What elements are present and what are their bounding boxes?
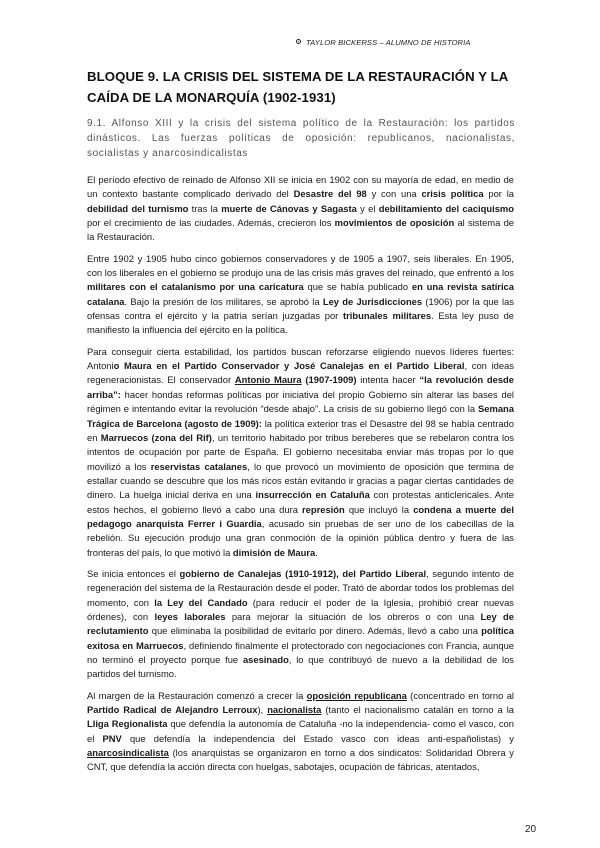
paragraph-1: El período efectivo de reinado de Alfonso XII se inicia en 1902 con su mayoría de edad, en medio de un contexto bastante complicado derivado del Desastre del 98 y con una crisis política por la debilidad del turnismo tras la muerte de Cánovas y Sagasta y el debilitamiento del caciquismo por el crecimiento de las ciudades. Además, crecieron los movimientos de oposición al sistema de la Restauración. bbox=[87, 174, 515, 243]
header-author: TAYLOR BICKERSS – ALUMNO DE HISTORIA bbox=[306, 38, 471, 47]
copyright-icon bbox=[296, 39, 301, 44]
paragraph-5: Al margen de la Restauración comenzó a crecer la oposición republicana (concentrado en torno al Partido Radical de Alejandro Lerroux), nacionalista (tanto el nacionalismo catalán en torno a la Lliga Regionalista que defendía la autonomía de Cataluña -no la independencia- como el vasco, con el PNV que defendía la independencia del Estado vasco con ideas anti-españolistas) y anarcosindicalista (los anarquistas se organizaron en torno a dos sindicatos: Solidaridad Obrera y CNT, que defendía la acción directa con huelgas, sabotajes, ocupación de fábricas, atentados, bbox=[87, 689, 514, 773]
body-text bbox=[87, 173, 514, 782]
page-title: BLOQUE 9. LA CRISIS DEL SISTEMA DE LA RESTAURACIÓN Y LA CAÍDA DE LA MONARQUÍA (1902-1931) bbox=[87, 69, 508, 105]
section-subtitle: 9.1. Alfonso XIII y la crisis del sistema político de la Restauración: los partidos dinásticos. Las fuerzas políticas de oposición: republicanos, nacionalistas, socialistas y anarcosindicalistas bbox=[87, 118, 515, 160]
paragraph-2: Entre 1902 y 1905 hubo cinco gobiernos conservadores y de 1905 a 1907, seis liberales. En 1905, con los liberales en el gobierno se produjo una de las crisis más graves del reinado, que enfrentó a los militares con el catalanismo por una caricatura que se había publicado en una revista satírica catalana. Bajo la presión de los militares, se aprobó la Ley de Jurisdicciones (1906) por la que las ofensas contra el ejército y la patria serían juzgadas por tribunales militares. Esta ley puso de manifiesto la influencia del ejército en la política. bbox=[87, 252, 515, 336]
paragraph-3: Para conseguir cierta estabilidad, los partidos buscan reforzarse eligiendo nuevos líderes fuertes: Antonio Maura en el Partido Conservador y José Canalejas en el Partido Liberal, con ideas regeneracionistas. El conservador Antonio Maura (1907-1909) intenta hacer “la revolución desde arriba”: hacer hondas reformas políticas por iniciativa del propio Gobierno sin alterar las bases del régimen e intentando evitar la revolución “desde abajo”. La crisis de su gobierno llegó con la Semana Trágica de Barcelona (agosto de 1909): la política exterior tras el Desastre del 98 se había centrado en Marruecos (zona del Rif), un territorio habitado por tribus bereberes que se rebelaron contra los intentos de ocupación por parte de España. El gobierno necesitaba enviar más tropas por lo que movilizó a los reservistas catalanes, lo que provocó un movimiento de oposición que termina de estallar cuando se descubre que los más ricos están evitando ir gracias a pagar ciertas cantidades de dinero. La huelga inicial deriva en una insurrección en Cataluña con protestas anticlericales. Ante estos hechos, el gobierno llevó a cabo una dura represión que incluyó la condena a muerte del pedagogo anarquista Ferrer i Guardia, acusado sin pruebas de ser uno de los cabecillas de la rebelión. Su ejecución produjo una gran conmoción de la opinión pública dentro y fuera de las fronteras del país, lo que motivó la dimisión de Maura. bbox=[87, 345, 515, 558]
paragraph-4: Se inicia entonces el gobierno de Canalejas (1910-1912), del Partido Liberal, segundo intento de regeneración del sistema de la Restauración desde el poder. Trató de abordar todos los problemas del momento, con la Ley del Candado (para reducir el poder de la Iglesia, prohibió crear nuevas órdenes), con leyes laborales para mejorar la situación de los obreros o con una Ley de reclutamiento que eliminaba la posibilidad de evitarlo por dinero. Además, llevó a cabo una política exitosa en Marruecos, definiendo finalmente el protectorado con negociaciones con Francia, aunque no terminó el proyecto porque fue asesinado, lo que contribuyó de nuevo a la debilidad de los partidos del turnismo. bbox=[87, 567, 515, 680]
page-number: 20 bbox=[525, 824, 537, 835]
